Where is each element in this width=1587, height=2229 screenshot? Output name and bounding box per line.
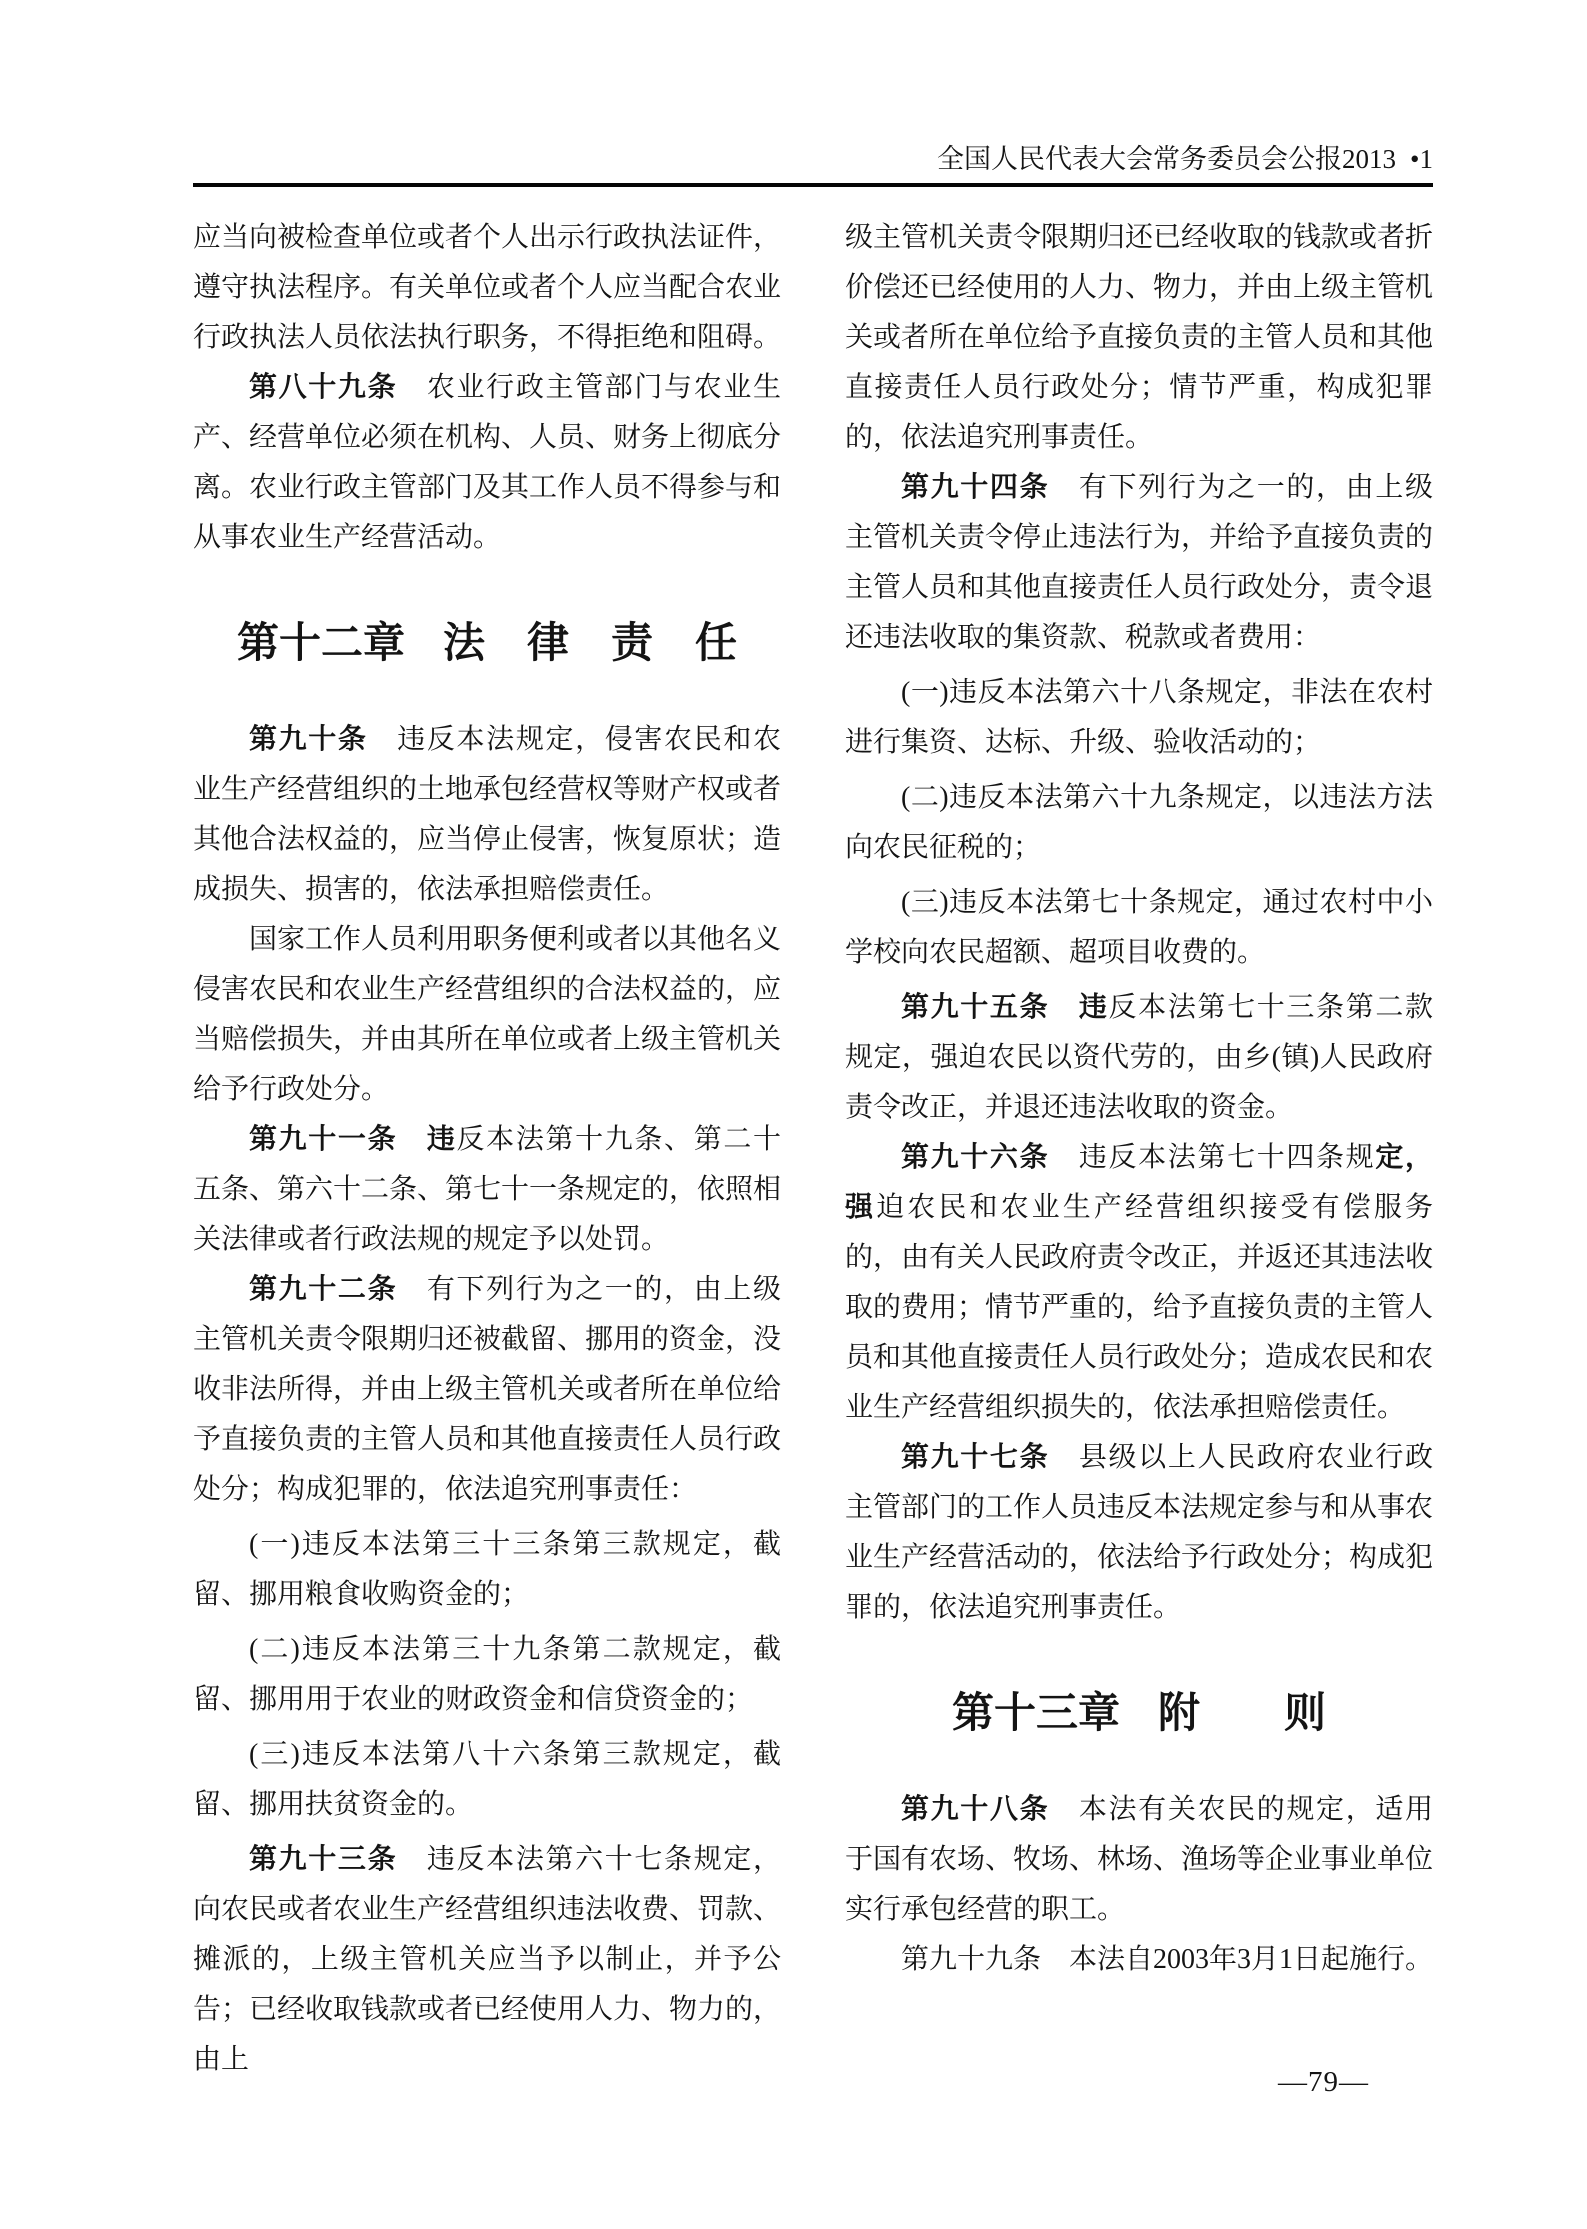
- chapter-number: 第十二章: [236, 621, 405, 667]
- article-number-bold: 第九十七条: [901, 1442, 1050, 1473]
- paragraph: [193, 213, 781, 363]
- article-paragraph: [845, 1433, 1433, 1633]
- article-number-bold: 定，强: [845, 1142, 1433, 1223]
- article-paragraph: [193, 1265, 781, 1515]
- article-number-bold: 第九十四条: [901, 472, 1050, 503]
- paragraph-text: 级主管机关责令限期归还已经收取的钱款或者折价偿还已经使用的人力、物力，并由上级主管机关或者所在单位给予直接负责的主管人员和其他直接责任人员行政处分；情节严重，构成犯罪的，依法追究刑事责任。: [845, 222, 1434, 453]
- paragraph-text: (三)违反本法第八十六条第三款规定，截留、挪用扶贫资金的。: [193, 1739, 781, 1820]
- issue-number: •1: [1410, 144, 1433, 174]
- paragraph-text: 第九十九条 本法自2003年3月1日起施行。: [901, 1944, 1434, 1975]
- article-paragraph: [193, 1115, 781, 1265]
- paragraph-text: 有下列行为之一的，由上级主管机关责令停止违法行为，并给予直接负责的主管人员和其他直接责任人员行政处分，责令退还违法收取的集资款、税款或者费用：: [845, 472, 1434, 653]
- article-number-bold: 第九十六条: [901, 1142, 1050, 1173]
- paragraph-text: 国家工作人员利用职务便利或者以其他名义侵害农民和农业生产经营组织的合法权益的，应当赔偿损失，并由其所在单位或者上级主管机关给予行政处分。: [193, 924, 782, 1105]
- item-paragraph: [845, 878, 1433, 978]
- paragraph: [845, 213, 1433, 463]
- item-paragraph: [193, 1625, 781, 1725]
- paragraph-text: 反本法第七十三条第二款规定，强迫农民以资代劳的，由乡(镇)人民政府责令改正，并退还违法收取的资金。: [845, 992, 1433, 1123]
- item-paragraph: [845, 773, 1433, 873]
- paragraph-text: (一)违反本法第三十三条第三款规定，截留、挪用粮食收购资金的；: [193, 1529, 781, 1610]
- page-number: —79—: [1278, 2066, 1369, 2098]
- paragraph-text: 反本法第十九条、第二十五条、第六十二条、第七十一条规定的，依照相关法律或者行政法规的规定予以处罚。: [193, 1124, 782, 1255]
- item-paragraph: [193, 1520, 781, 1620]
- paragraph-text: (二)违反本法第六十九条规定，以违法方法向农民征税的；: [845, 782, 1433, 863]
- article-number-bold: 第九十五条 违: [901, 992, 1109, 1023]
- article-paragraph: [845, 1133, 1433, 1433]
- chapter-number: 第十三章: [951, 1691, 1120, 1737]
- paragraph-text: (二)违反本法第三十九条第二款规定，截留、挪用用于农业的财政资金和信贷资金的；: [193, 1634, 781, 1715]
- article-paragraph: [845, 1785, 1433, 1935]
- paragraph-text: (一)违反本法第六十八条规定，非法在农村进行集资、达标、升级、验收活动的；: [845, 677, 1433, 758]
- article-number-bold: 第九十八条: [901, 1794, 1050, 1825]
- article-paragraph: [193, 363, 781, 563]
- article-paragraph: [193, 715, 781, 915]
- article-paragraph: [193, 1835, 781, 2085]
- article-number-bold: 第九十三条: [249, 1844, 398, 1875]
- paragraph-text: 县级以上人民政府农业行政主管部门的工作人员违反本法规定参与和从事农业生产经营活动的，依法给予行政处分；构成犯罪的，依法追究刑事责任。: [845, 1442, 1434, 1623]
- paragraph-text: 违反本法第七十四条规: [1049, 1142, 1376, 1173]
- paragraph: [845, 1935, 1433, 1985]
- article-number-bold: 第九十一条 违: [249, 1124, 457, 1155]
- article-number-bold: 第八十九条: [249, 372, 398, 403]
- article-number-bold: 第九十条: [249, 724, 368, 755]
- right-column: [845, 213, 1433, 2085]
- paragraph-text: 应当向被检查单位或者个人出示行政执法证件，遵守执法程序。有关单位或者个人应当配合农业行政执法人员依法执行职务，不得拒绝和阻碍。: [193, 222, 782, 353]
- article-paragraph: [845, 463, 1433, 663]
- paragraph-text: 本法有关农民的规定，适用于国有农场、牧场、林场、渔场等企业事业单位实行承包经营的职工。: [845, 1794, 1434, 1925]
- article-number-bold: 第九十二条: [249, 1274, 398, 1305]
- paragraph: [193, 915, 781, 1115]
- gazette-title: 全国人民代表大会常务委员会公报2013: [937, 144, 1397, 174]
- paragraph-text: 迫农民和农业生产经营组织接受有偿服务的，由有关人民政府责令改正，并返还其违法收取的费用；情节严重的，给予直接负责的主管人员和其他直接责任人员行政处分；造成农民和农业生产经营组织损失的，依法承担赔偿责任。: [845, 1192, 1434, 1423]
- paragraph-text: 违反本法规定，侵害农民和农业生产经营组织的土地承包经营权等财产权或者其他合法权益的，应当停止侵害，恢复原状；造成损失、损害的，依法承担赔偿责任。: [193, 724, 782, 905]
- paragraph-text: 有下列行为之一的，由上级主管机关责令限期归还被截留、挪用的资金，没收非法所得，并由上级主管机关或者所在单位给予直接负责的主管人员和其他直接责任人员行政处分；构成犯罪的，依法追究刑事责任：: [193, 1274, 782, 1505]
- paragraph-text: (三)违反本法第七十条规定，通过农村中小学校向农民超额、超项目收费的。: [845, 887, 1433, 968]
- left-column: [193, 213, 781, 2085]
- chapter-heading: [845, 1685, 1433, 1743]
- chapter-title: 附 则: [1158, 1691, 1327, 1737]
- header-rule: [193, 183, 1433, 187]
- paragraph-text: 农业行政主管部门与农业生产、经营单位必须在机构、人员、财务上彻底分离。农业行政主管部门及其工作人员不得参与和从事农业生产经营活动。: [193, 372, 782, 553]
- item-paragraph: [845, 668, 1433, 768]
- article-paragraph: [845, 983, 1433, 1133]
- chapter-heading: [193, 615, 781, 673]
- paragraph-text: 违反本法第六十七条规定，向农民或者农业生产经营组织违法收费、罚款、摊派的，上级主管机关应当予以制止，并予公告；已经收取钱款或者已经使用人力、物力的，由上: [193, 1844, 782, 2075]
- item-paragraph: [193, 1730, 781, 1830]
- page-header: [193, 142, 1433, 176]
- chapter-title: 法 律 责 任: [443, 621, 738, 667]
- document-body: [193, 213, 1433, 2085]
